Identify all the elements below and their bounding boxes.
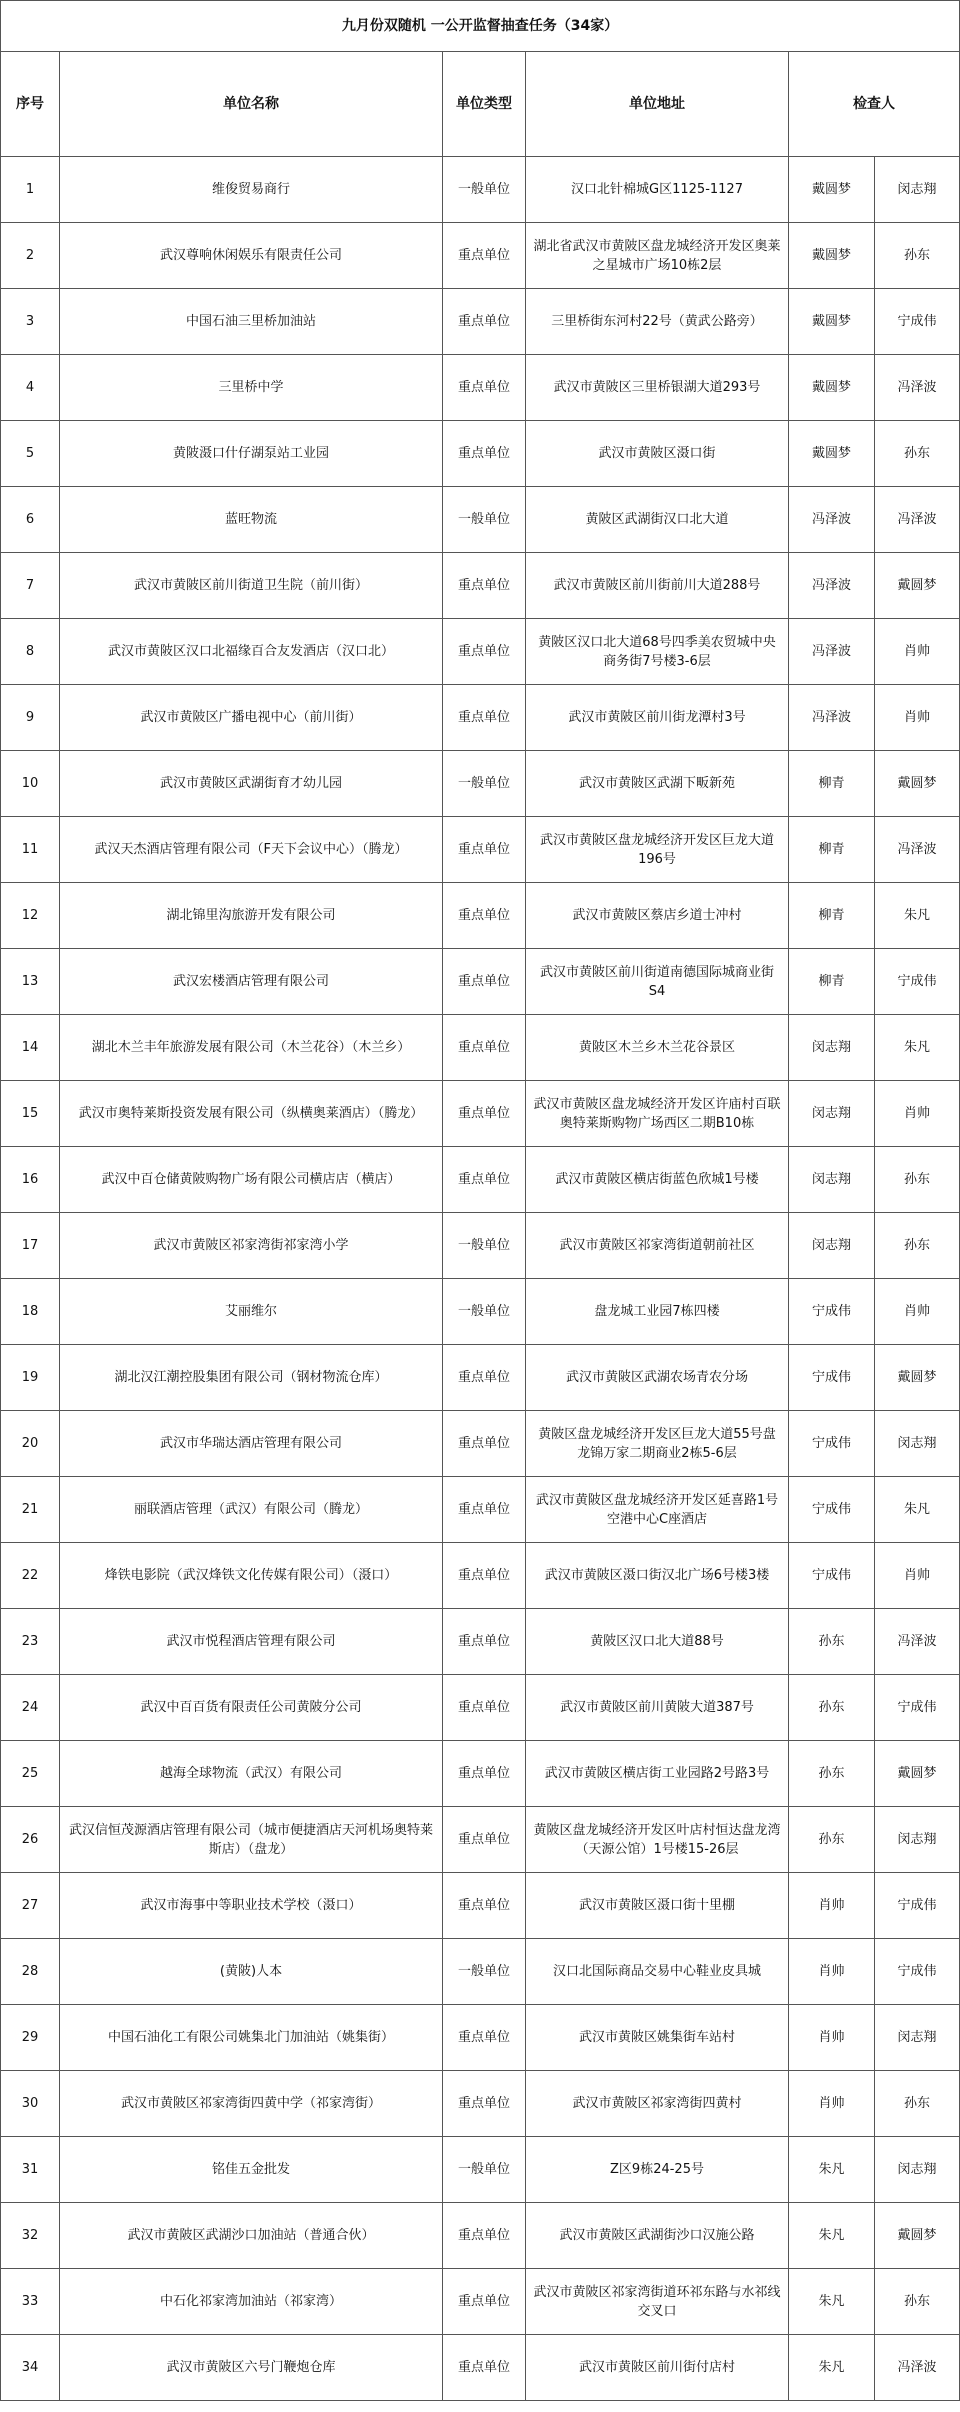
cell-unit-name: 湖北汉江潮控股集团有限公司（钢材物流仓库）	[60, 1345, 443, 1411]
cell-unit-type: 重点单位	[443, 1741, 526, 1807]
cell-inspector-2: 孙东	[875, 1147, 960, 1213]
cell-inspector-1: 宁成伟	[789, 1411, 875, 1477]
cell-inspector-1: 柳青	[789, 883, 875, 949]
cell-inspector-1: 孙东	[789, 1741, 875, 1807]
cell-inspector-1: 闵志翔	[789, 1081, 875, 1147]
table-row	[1, 1279, 960, 1345]
header-name: 单位名称	[60, 52, 443, 157]
cell-unit-type: 重点单位	[443, 685, 526, 751]
header-inspector: 检查人	[789, 52, 960, 157]
cell-inspector-1: 柳青	[789, 817, 875, 883]
cell-index: 27	[1, 1873, 60, 1939]
cell-index: 32	[1, 2203, 60, 2269]
cell-unit-name: 铭佳五金批发	[60, 2137, 443, 2203]
table-row	[1, 883, 960, 949]
cell-address: 武汉市黄陂区滠口街十里棚	[526, 1873, 789, 1939]
cell-inspector-2: 宁成伟	[875, 1939, 960, 2005]
cell-unit-name: 武汉市黄陂区广播电视中心（前川街）	[60, 685, 443, 751]
cell-unit-name: 中国石油化工有限公司姚集北门加油站（姚集街）	[60, 2005, 443, 2071]
cell-inspector-1: 闵志翔	[789, 1015, 875, 1081]
cell-unit-type: 一般单位	[443, 487, 526, 553]
cell-index: 29	[1, 2005, 60, 2071]
cell-unit-type: 重点单位	[443, 1675, 526, 1741]
cell-inspector-2: 冯泽波	[875, 817, 960, 883]
cell-inspector-2: 朱凡	[875, 1015, 960, 1081]
cell-inspector-1: 孙东	[789, 1609, 875, 1675]
cell-inspector-2: 朱凡	[875, 1477, 960, 1543]
cell-inspector-1: 朱凡	[789, 2335, 875, 2401]
cell-unit-type: 重点单位	[443, 883, 526, 949]
cell-address: 黄陂区汉口北大道88号	[526, 1609, 789, 1675]
cell-address: 黄陂区汉口北大道68号四季美农贸城中央商务街7号楼3-6层	[526, 619, 789, 685]
cell-inspector-1: 朱凡	[789, 2137, 875, 2203]
cell-address: 武汉市黄陂区横店街工业园路2号路3号	[526, 1741, 789, 1807]
cell-inspector-2: 戴圆梦	[875, 751, 960, 817]
cell-index: 2	[1, 223, 60, 289]
cell-index: 34	[1, 2335, 60, 2401]
cell-inspector-1: 柳青	[789, 949, 875, 1015]
cell-unit-type: 重点单位	[443, 2071, 526, 2137]
cell-inspector-1: 戴圆梦	[789, 421, 875, 487]
cell-unit-type: 重点单位	[443, 2335, 526, 2401]
table-row	[1, 2269, 960, 2335]
cell-unit-type: 重点单位	[443, 2005, 526, 2071]
cell-unit-type: 重点单位	[443, 1873, 526, 1939]
cell-inspector-1: 冯泽波	[789, 553, 875, 619]
cell-inspector-2: 冯泽波	[875, 355, 960, 421]
cell-unit-type: 一般单位	[443, 2137, 526, 2203]
cell-index: 15	[1, 1081, 60, 1147]
cell-inspector-2: 宁成伟	[875, 949, 960, 1015]
cell-index: 9	[1, 685, 60, 751]
cell-address: 武汉市黄陂区祁家湾街四黄村	[526, 2071, 789, 2137]
cell-unit-name: 湖北锦里沟旅游开发有限公司	[60, 883, 443, 949]
cell-address: 武汉市黄陂区祁家湾街道环祁东路与水祁线交叉口	[526, 2269, 789, 2335]
table-row	[1, 685, 960, 751]
cell-index: 30	[1, 2071, 60, 2137]
cell-address: 三里桥街东河村22号（黄武公路旁）	[526, 289, 789, 355]
table-row	[1, 1741, 960, 1807]
cell-inspector-2: 孙东	[875, 2269, 960, 2335]
cell-inspector-2: 闵志翔	[875, 157, 960, 223]
cell-address: 黄陂区武湖街汉口北大道	[526, 487, 789, 553]
table-row	[1, 949, 960, 1015]
cell-inspector-2: 孙东	[875, 2071, 960, 2137]
table-row	[1, 751, 960, 817]
cell-address: 武汉市黄陂区武湖街沙口汉施公路	[526, 2203, 789, 2269]
cell-inspector-2: 冯泽波	[875, 2335, 960, 2401]
cell-index: 11	[1, 817, 60, 883]
cell-address: 黄陂区盘龙城经济开发区巨龙大道55号盘龙锦万家二期商业2栋5-6层	[526, 1411, 789, 1477]
cell-index: 4	[1, 355, 60, 421]
header-type: 单位类型	[443, 52, 526, 157]
table-row	[1, 1939, 960, 2005]
cell-unit-type: 重点单位	[443, 1345, 526, 1411]
table-row	[1, 1411, 960, 1477]
table-row	[1, 2335, 960, 2401]
table-row	[1, 1543, 960, 1609]
cell-unit-name: 丽联酒店管理（武汉）有限公司（腾龙）	[60, 1477, 443, 1543]
cell-unit-type: 一般单位	[443, 1279, 526, 1345]
cell-inspector-2: 戴圆梦	[875, 1345, 960, 1411]
cell-index: 10	[1, 751, 60, 817]
cell-address: 黄陂区木兰乡木兰花谷景区	[526, 1015, 789, 1081]
table-row	[1, 157, 960, 223]
cell-index: 1	[1, 157, 60, 223]
cell-unit-name: 武汉市黄陂区武湖街育才幼儿园	[60, 751, 443, 817]
cell-address: 武汉市黄陂区盘龙城经济开发区许庙村百联奥特莱斯购物广场西区二期B10栋	[526, 1081, 789, 1147]
table-row	[1, 1015, 960, 1081]
cell-address: 汉口北针棉城G区1125-1127	[526, 157, 789, 223]
cell-address: 汉口北国际商品交易中心鞋业皮具城	[526, 1939, 789, 2005]
table-row	[1, 2137, 960, 2203]
cell-inspector-2: 宁成伟	[875, 1675, 960, 1741]
cell-address: 湖北省武汉市黄陂区盘龙城经济开发区奥莱之星城市广场10栋2层	[526, 223, 789, 289]
cell-inspector-1: 戴圆梦	[789, 223, 875, 289]
cell-unit-name: 武汉宏楼酒店管理有限公司	[60, 949, 443, 1015]
cell-unit-name: 武汉市华瑞达酒店管理有限公司	[60, 1411, 443, 1477]
cell-inspector-2: 宁成伟	[875, 1873, 960, 1939]
cell-unit-type: 一般单位	[443, 751, 526, 817]
cell-unit-name: 湖北木兰丰年旅游发展有限公司（木兰花谷）（木兰乡）	[60, 1015, 443, 1081]
table-row	[1, 1477, 960, 1543]
cell-address: 黄陂区盘龙城经济开发区叶店村恒达盘龙湾（天源公馆）1号楼15-26层	[526, 1807, 789, 1873]
cell-index: 3	[1, 289, 60, 355]
cell-unit-name: 武汉中百百货有限责任公司黄陂分公司	[60, 1675, 443, 1741]
cell-index: 18	[1, 1279, 60, 1345]
cell-address: 盘龙城工业园7栋四楼	[526, 1279, 789, 1345]
cell-unit-name: 中石化祁家湾加油站（祁家湾）	[60, 2269, 443, 2335]
cell-inspector-1: 肖帅	[789, 2071, 875, 2137]
cell-unit-name: 武汉市奥特莱斯投资发展有限公司（纵横奥莱酒店）（腾龙）	[60, 1081, 443, 1147]
cell-address: 武汉市黄陂区滠口街	[526, 421, 789, 487]
cell-inspector-1: 戴圆梦	[789, 289, 875, 355]
cell-inspector-1: 闵志翔	[789, 1213, 875, 1279]
cell-unit-type: 重点单位	[443, 619, 526, 685]
header-address: 单位地址	[526, 52, 789, 157]
cell-unit-type: 重点单位	[443, 1609, 526, 1675]
cell-inspector-2: 闵志翔	[875, 2137, 960, 2203]
cell-unit-type: 重点单位	[443, 1081, 526, 1147]
cell-index: 17	[1, 1213, 60, 1279]
cell-unit-name: 烽铁电影院（武汉烽铁文化传媒有限公司）（滠口）	[60, 1543, 443, 1609]
cell-inspector-1: 孙东	[789, 1807, 875, 1873]
cell-inspector-1: 冯泽波	[789, 685, 875, 751]
cell-address: 武汉市黄陂区前川街道南德国际城商业街S4	[526, 949, 789, 1015]
cell-inspector-2: 冯泽波	[875, 487, 960, 553]
cell-unit-name: 武汉市海事中等职业技术学校（滠口）	[60, 1873, 443, 1939]
cell-unit-type: 重点单位	[443, 223, 526, 289]
cell-inspector-2: 戴圆梦	[875, 1741, 960, 1807]
cell-index: 13	[1, 949, 60, 1015]
cell-address: 武汉市黄陂区前川街前川大道288号	[526, 553, 789, 619]
cell-index: 19	[1, 1345, 60, 1411]
cell-unit-name: 武汉天杰酒店管理有限公司（F天下会议中心）（腾龙）	[60, 817, 443, 883]
cell-address: 武汉市黄陂区蔡店乡道士冲村	[526, 883, 789, 949]
cell-inspector-2: 闵志翔	[875, 1411, 960, 1477]
cell-inspector-1: 柳青	[789, 751, 875, 817]
cell-index: 28	[1, 1939, 60, 2005]
table-row	[1, 2203, 960, 2269]
cell-index: 5	[1, 421, 60, 487]
table-row	[1, 2071, 960, 2137]
cell-unit-name: 武汉中百仓储黄陂购物广场有限公司横店店（横店）	[60, 1147, 443, 1213]
table-row	[1, 1873, 960, 1939]
cell-inspector-2: 闵志翔	[875, 1807, 960, 1873]
table-title: 九月份双随机 一公开监督抽查任务（34家）	[1, 1, 960, 52]
cell-unit-type: 重点单位	[443, 2203, 526, 2269]
cell-unit-type: 重点单位	[443, 2269, 526, 2335]
cell-inspector-1: 宁成伟	[789, 1279, 875, 1345]
table-row	[1, 619, 960, 685]
table-row	[1, 487, 960, 553]
cell-unit-type: 重点单位	[443, 1543, 526, 1609]
cell-inspector-1: 朱凡	[789, 2269, 875, 2335]
cell-index: 14	[1, 1015, 60, 1081]
cell-address: 武汉市黄陂区三里桥银湖大道293号	[526, 355, 789, 421]
cell-index: 23	[1, 1609, 60, 1675]
cell-address: 武汉市黄陂区祁家湾街道朝前社区	[526, 1213, 789, 1279]
table-row	[1, 355, 960, 421]
cell-address: 武汉市黄陂区横店街蓝色欣城1号楼	[526, 1147, 789, 1213]
table-row	[1, 1609, 960, 1675]
cell-index: 21	[1, 1477, 60, 1543]
cell-unit-name: 艾丽维尔	[60, 1279, 443, 1345]
cell-inspector-1: 肖帅	[789, 1873, 875, 1939]
cell-inspector-2: 肖帅	[875, 1543, 960, 1609]
cell-inspector-2: 肖帅	[875, 1081, 960, 1147]
cell-index: 20	[1, 1411, 60, 1477]
table-row	[1, 1675, 960, 1741]
cell-index: 33	[1, 2269, 60, 2335]
cell-address: 武汉市黄陂区姚集街车站村	[526, 2005, 789, 2071]
table-row	[1, 289, 960, 355]
cell-unit-name: 武汉市黄陂区前川街道卫生院（前川街）	[60, 553, 443, 619]
table-row	[1, 1147, 960, 1213]
cell-unit-type: 重点单位	[443, 1147, 526, 1213]
cell-unit-name: 武汉信恒茂源酒店管理有限公司（城市便捷酒店天河机场奥特莱斯店）（盘龙）	[60, 1807, 443, 1873]
cell-unit-type: 重点单位	[443, 1807, 526, 1873]
cell-unit-name: 中国石油三里桥加油站	[60, 289, 443, 355]
cell-index: 6	[1, 487, 60, 553]
cell-unit-type: 重点单位	[443, 1477, 526, 1543]
table-row	[1, 1081, 960, 1147]
cell-inspector-2: 闵志翔	[875, 2005, 960, 2071]
cell-inspector-1: 宁成伟	[789, 1345, 875, 1411]
table-row	[1, 2005, 960, 2071]
cell-inspector-2: 戴圆梦	[875, 553, 960, 619]
cell-unit-name: 三里桥中学	[60, 355, 443, 421]
cell-address: Z区9栋24-25号	[526, 2137, 789, 2203]
cell-address: 武汉市黄陂区前川街龙潭村3号	[526, 685, 789, 751]
cell-inspector-1: 冯泽波	[789, 619, 875, 685]
cell-address: 武汉市黄陂区武湖农场青农分场	[526, 1345, 789, 1411]
cell-unit-type: 重点单位	[443, 817, 526, 883]
cell-address: 武汉市黄陂区滠口街汉北广场6号楼3楼	[526, 1543, 789, 1609]
cell-index: 25	[1, 1741, 60, 1807]
table-row	[1, 421, 960, 487]
cell-inspector-1: 朱凡	[789, 2203, 875, 2269]
cell-unit-type: 重点单位	[443, 1411, 526, 1477]
cell-unit-type: 重点单位	[443, 553, 526, 619]
cell-inspector-1: 戴圆梦	[789, 355, 875, 421]
cell-unit-type: 重点单位	[443, 1015, 526, 1081]
table-row	[1, 223, 960, 289]
cell-inspector-2: 肖帅	[875, 1279, 960, 1345]
table-row	[1, 1345, 960, 1411]
cell-unit-type: 一般单位	[443, 157, 526, 223]
cell-inspector-2: 戴圆梦	[875, 2203, 960, 2269]
cell-unit-name: 武汉市黄陂区六号门鞭炮仓库	[60, 2335, 443, 2401]
cell-inspector-2: 宁成伟	[875, 289, 960, 355]
cell-address: 武汉市黄陂区前川街付店村	[526, 2335, 789, 2401]
cell-index: 24	[1, 1675, 60, 1741]
cell-inspector-2: 冯泽波	[875, 1609, 960, 1675]
cell-unit-name: 武汉尊响休闲娱乐有限责任公司	[60, 223, 443, 289]
cell-address: 武汉市黄陂区前川黄陂大道387号	[526, 1675, 789, 1741]
table-row	[1, 553, 960, 619]
cell-inspector-2: 孙东	[875, 223, 960, 289]
cell-unit-type: 一般单位	[443, 1213, 526, 1279]
table-row	[1, 1213, 960, 1279]
table-row	[1, 1807, 960, 1873]
cell-inspector-2: 孙东	[875, 1213, 960, 1279]
cell-index: 12	[1, 883, 60, 949]
cell-address: 武汉市黄陂区武湖下畈新苑	[526, 751, 789, 817]
cell-inspector-1: 孙东	[789, 1675, 875, 1741]
cell-unit-name: 越海全球物流（武汉）有限公司	[60, 1741, 443, 1807]
cell-inspector-1: 宁成伟	[789, 1477, 875, 1543]
cell-inspector-1: 肖帅	[789, 2005, 875, 2071]
cell-unit-name: (黄陂)人本	[60, 1939, 443, 2005]
cell-unit-name: 蓝旺物流	[60, 487, 443, 553]
cell-inspector-1: 戴圆梦	[789, 157, 875, 223]
cell-inspector-1: 宁成伟	[789, 1543, 875, 1609]
cell-unit-name: 黄陂滠口什仔湖泵站工业园	[60, 421, 443, 487]
cell-unit-type: 一般单位	[443, 1939, 526, 2005]
cell-unit-name: 武汉市黄陂区祁家湾街四黄中学（祁家湾街）	[60, 2071, 443, 2137]
cell-unit-type: 重点单位	[443, 289, 526, 355]
cell-index: 26	[1, 1807, 60, 1873]
cell-index: 22	[1, 1543, 60, 1609]
cell-index: 8	[1, 619, 60, 685]
cell-index: 31	[1, 2137, 60, 2203]
cell-unit-name: 武汉市黄陂区武湖沙口加油站（普通合伙）	[60, 2203, 443, 2269]
cell-unit-type: 重点单位	[443, 421, 526, 487]
cell-index: 16	[1, 1147, 60, 1213]
cell-unit-name: 维俊贸易商行	[60, 157, 443, 223]
cell-inspector-1: 冯泽波	[789, 487, 875, 553]
cell-unit-name: 武汉市悦程酒店管理有限公司	[60, 1609, 443, 1675]
header-index: 序号	[1, 52, 60, 157]
cell-address: 武汉市黄陂区盘龙城经济开发区延喜路1号空港中心C座酒店	[526, 1477, 789, 1543]
cell-inspector-2: 孙东	[875, 421, 960, 487]
table-row	[1, 817, 960, 883]
cell-inspector-1: 肖帅	[789, 1939, 875, 2005]
cell-inspector-1: 闵志翔	[789, 1147, 875, 1213]
cell-inspector-2: 朱凡	[875, 883, 960, 949]
cell-unit-name: 武汉市黄陂区祁家湾街祁家湾小学	[60, 1213, 443, 1279]
cell-unit-type: 重点单位	[443, 355, 526, 421]
cell-unit-type: 重点单位	[443, 949, 526, 1015]
cell-index: 7	[1, 553, 60, 619]
cell-inspector-2: 肖帅	[875, 619, 960, 685]
cell-unit-name: 武汉市黄陂区汉口北福缘百合友发酒店（汉口北）	[60, 619, 443, 685]
cell-inspector-2: 肖帅	[875, 685, 960, 751]
cell-address: 武汉市黄陂区盘龙城经济开发区巨龙大道196号	[526, 817, 789, 883]
